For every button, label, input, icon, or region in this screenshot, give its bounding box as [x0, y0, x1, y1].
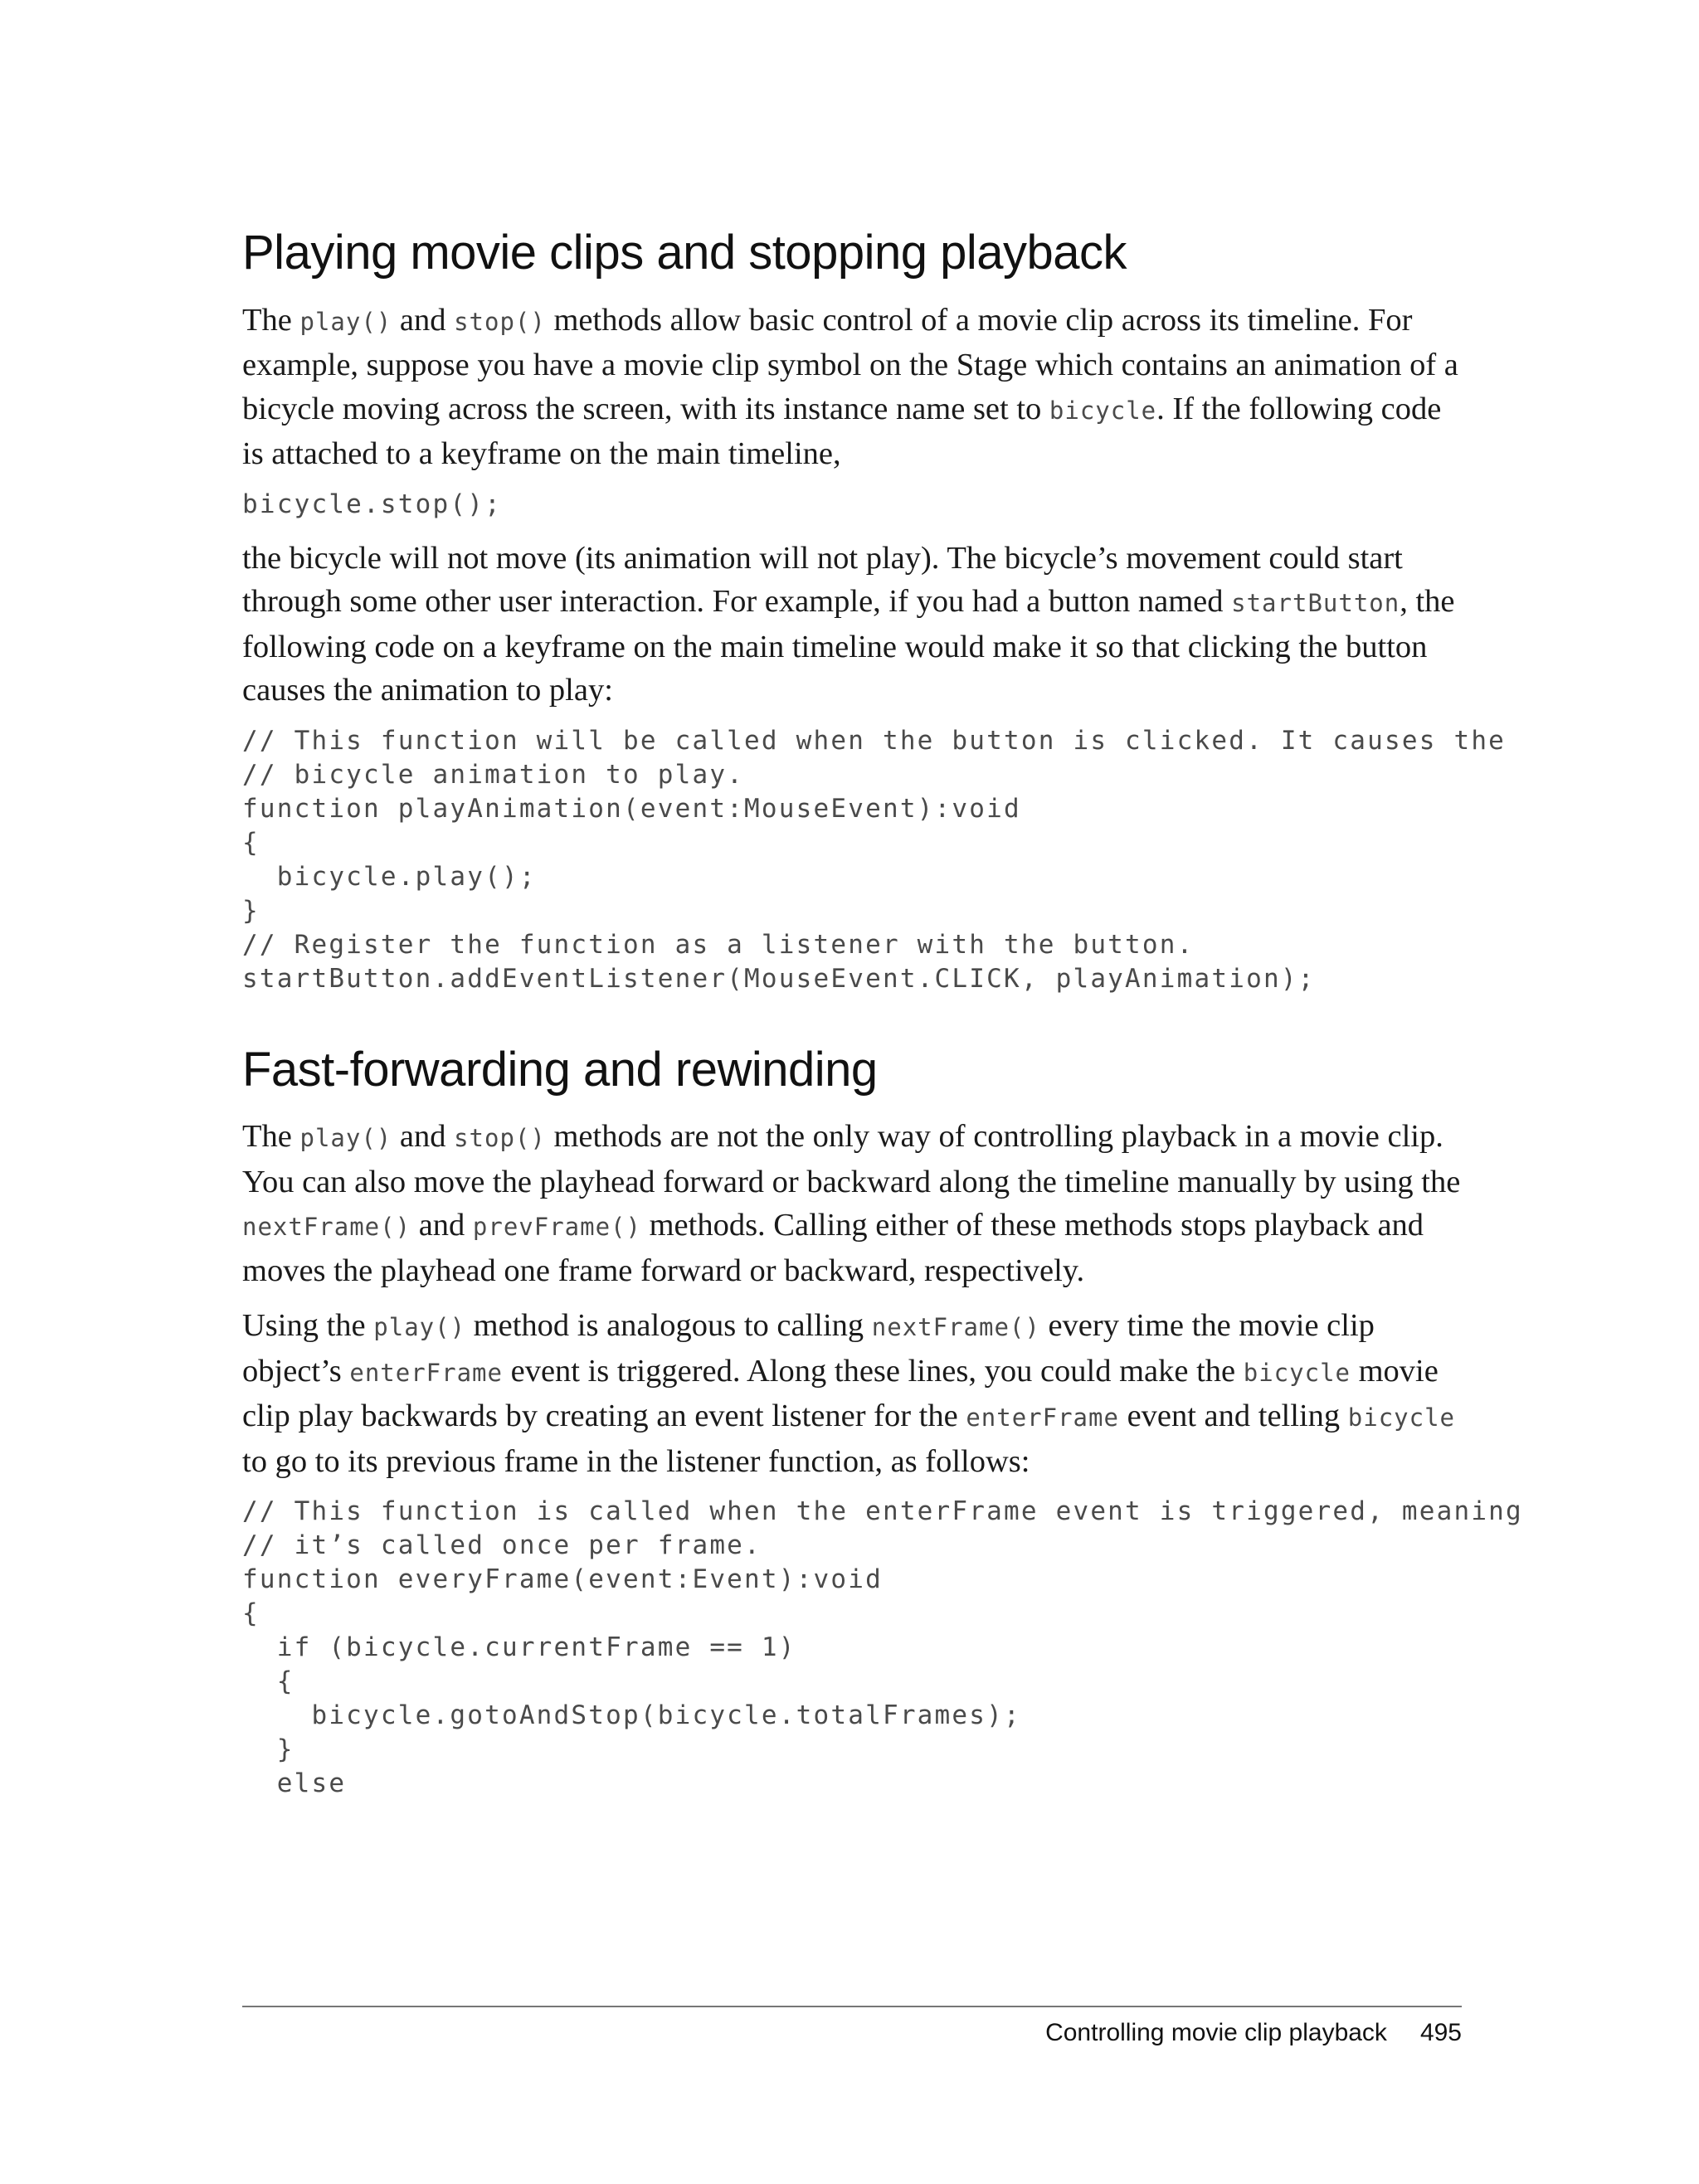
code-line: startButton.addEventListener(MouseEvent.CLICK, playAnimation);: [242, 963, 1316, 994]
inline-code: stop(): [454, 1124, 546, 1153]
inline-code: play(): [299, 1124, 392, 1153]
inline-code: enterFrame: [966, 1403, 1119, 1432]
code-block: [242, 724, 1507, 996]
inline-code: startButton: [1231, 589, 1400, 618]
code-line: {: [242, 1666, 295, 1697]
code-block: [242, 1495, 1523, 1801]
running-footer-title: Controlling movie clip playback: [1045, 2019, 1387, 2046]
inline-code: enterFrame: [349, 1358, 503, 1387]
page-number: 495: [1419, 2019, 1462, 2046]
page-footer: [242, 2019, 1462, 2047]
section-fast-forward-rewind: [242, 1041, 1523, 1802]
inline-code: play(): [299, 307, 392, 336]
page-content: [242, 224, 1523, 1816]
inline-code: bicycle: [1049, 396, 1157, 425]
inline-code: bicycle: [1347, 1403, 1455, 1432]
code-line: function everyFrame(event:Event):void: [242, 1564, 883, 1595]
code-line: // it’s called once per frame.: [242, 1530, 762, 1561]
code-block: [242, 488, 1462, 522]
code-line: // Register the function as a listener with the button.: [242, 929, 1195, 960]
inline-code: stop(): [454, 307, 546, 336]
paragraph: The play() and stop() methods are not the only way of controlling playback in a movie clip. You can also move the playhead forward or backward along the timeline manually by using the nextFrame() and prevFrame() methods. Calling either of these methods stops playback and moves the playhead one frame forward or backward, respectively.: [242, 1119, 1461, 1288]
code-line: // This function will be called when the button is clicked. It causes the: [242, 725, 1507, 756]
code-line: // This function is called when the enterFrame event is triggered, meaning: [242, 1496, 1523, 1527]
inline-code: prevFrame(): [472, 1213, 641, 1242]
paragraph: The play() and stop() methods allow basic control of a movie clip across its timeline. For example, suppose you have a movie clip symbol on the Stage which contains an animation of a bicycle moving across the screen, with its instance name set to bicycle. If the following code is attached to a keyframe on the main timeline,: [242, 302, 1458, 472]
code-line: if (bicycle.currentFrame == 1): [242, 1632, 796, 1663]
section-heading: Playing movie clips and stopping playback: [242, 226, 1127, 280]
paragraph: Using the play() method is analogous to calling nextFrame() every time the movie clip object’s enterFrame event is triggered. Along these lines, you could make the bicycle movie clip play backwards by creating an event listener for the enterFrame event and telling bicycle to go to its previous frame in the listener function, as follows:: [242, 1308, 1455, 1479]
inline-code: nextFrame(): [871, 1313, 1040, 1342]
inline-code: play(): [373, 1313, 466, 1342]
inline-code: bicycle: [1243, 1358, 1351, 1387]
code-line: }: [242, 895, 260, 926]
code-line: // bicycle animation to play.: [242, 759, 745, 790]
footer-divider: [242, 2006, 1462, 2007]
code-line: bicycle.gotoAndStop(bicycle.totalFrames);: [242, 1700, 1021, 1731]
code-line: bicycle.play();: [242, 861, 537, 892]
code-line: {: [242, 827, 260, 858]
section-heading: Fast-forwarding and rewinding: [242, 1042, 878, 1097]
code-line: {: [242, 1598, 260, 1629]
code-line: }: [242, 1734, 295, 1765]
code-line: bicycle.stop();: [242, 489, 502, 519]
code-line: function playAnimation(event:MouseEvent):void: [242, 793, 1021, 824]
inline-code: nextFrame(): [242, 1213, 411, 1242]
section-playing-stopping: [242, 224, 1507, 996]
paragraph: the bicycle will not move (its animation will not play). The bicycle’s movement could start through some other user interaction. For example, if you had a button named startButton, the following code on a keyframe on the main timeline would make it so that clicking the button causes the animation to play:: [242, 540, 1455, 708]
code-line: else: [242, 1768, 347, 1799]
